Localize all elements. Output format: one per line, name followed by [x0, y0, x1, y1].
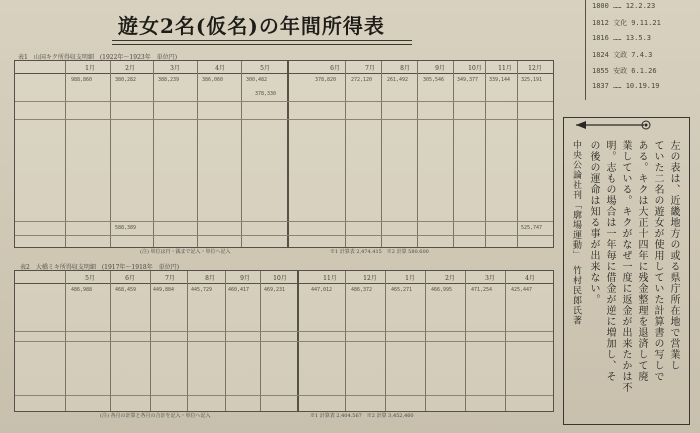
t2-month: 12月 [363, 275, 377, 282]
t2-cell: 445,729 [191, 287, 213, 293]
grid-line [453, 61, 454, 247]
table1-footnote-left: (注) 単位は円・銭まで記入・単位へ記入 [140, 249, 231, 255]
t1-cell: 988,860 [71, 77, 93, 83]
grid-line [197, 61, 198, 247]
t2-cell: 471,254 [471, 287, 493, 293]
t2-month: 11月 [323, 275, 337, 282]
t1-cell: 272,120 [351, 77, 373, 83]
t1-month: 2月 [125, 65, 135, 72]
t2-cell: 469,231 [264, 287, 286, 293]
commentary-column: 明。志もの場合は一年毎に借金が逆に増加し、そ [604, 140, 615, 382]
t2-month: 2月 [445, 275, 455, 282]
t1-cell: 339,144 [489, 77, 511, 83]
year-entry: 1816 …… 13.5.3 [592, 34, 652, 42]
t1-cell: 261,492 [387, 77, 409, 83]
table1 [14, 60, 554, 248]
grid-row-line [15, 331, 553, 332]
t1-month: 12月 [528, 65, 542, 72]
commentary-column: 左の表は、近畿地方の或る県庁所在地で営業し [668, 140, 679, 371]
t2-cell: 465,271 [391, 287, 413, 293]
t1-month: 11月 [498, 65, 512, 72]
commentary-source: 中央公論社刊「廓場運動」 竹村民郎氏著 [571, 140, 581, 326]
grid-line [381, 61, 382, 247]
grid-line [153, 61, 154, 247]
t2-cell: 425,447 [511, 287, 533, 293]
grid-line [345, 61, 346, 247]
table2-caption: 表2 大橋ミキ所得収支明細 (1917年～1918年 単位円) [20, 264, 180, 271]
t2-month: 7月 [165, 275, 175, 282]
t2-cell: 449,884 [153, 287, 175, 293]
year-entry: 1800 …… 12.2.23 [592, 2, 656, 10]
t1-month: 1月 [85, 65, 95, 72]
t2-cell: 486,372 [351, 287, 373, 293]
t2-cell: 466,995 [431, 287, 453, 293]
t2-cell: 447,012 [311, 287, 333, 293]
grid-line [110, 61, 111, 247]
table1-header [15, 61, 553, 74]
t1-total: 588,389 [115, 225, 137, 231]
t2-month: 8月 [205, 275, 215, 282]
grid-row-line [15, 395, 553, 396]
t2-cell: 486,988 [71, 287, 93, 293]
t1-cell: 380,282 [115, 77, 137, 83]
t2-month: 5月 [85, 275, 95, 282]
table2-footnote-left: (注) 各月の計算と各月の合計を記入・単位へ記入 [100, 413, 211, 419]
t1-cell: 386,060 [202, 77, 224, 83]
t2-month: 10月 [273, 275, 287, 282]
t1-month: 6月 [330, 65, 340, 72]
t1-cell: 388,239 [158, 77, 180, 83]
t1-month: 5月 [260, 65, 270, 72]
t1-month: 4月 [215, 65, 225, 72]
t1-total: 525,747 [521, 225, 543, 231]
page-title: 遊女2名(仮名)の年間所得表 [118, 14, 385, 38]
t1-month: 3月 [170, 65, 180, 72]
grid-row-line [15, 235, 553, 236]
year-list-box [585, 0, 700, 100]
year-entry: 1837 …… 10.19.19 [592, 82, 660, 90]
t2-month: 3月 [485, 275, 495, 282]
table2-header [15, 271, 553, 284]
commentary-column: の後の運命は知る事が出来ない。 [588, 140, 599, 305]
grid-line [65, 61, 66, 247]
grid-row-line [15, 119, 553, 120]
t2-cell: 468,459 [115, 287, 137, 293]
t1-month: 7月 [365, 65, 375, 72]
grid-line [517, 61, 518, 247]
t1-cell: 378,330 [255, 91, 277, 97]
table1-caption: 表1 山国キク所得収支明細 (1922年～1923年 単位円) [18, 54, 178, 61]
grid-row-line [15, 341, 553, 342]
t1-cell: 349,377 [457, 77, 479, 83]
t2-month: 4月 [525, 275, 535, 282]
commentary-column: ある。キクは大正十四年に残金整理を退済して廃 [636, 140, 647, 382]
t2-month: 1月 [405, 275, 415, 282]
grid-row-line [15, 101, 553, 102]
year-entry: 1824 文政 7.4.3 [592, 51, 653, 59]
table2 [14, 270, 554, 412]
t1-month: 8月 [400, 65, 410, 72]
t1-month: 10月 [468, 65, 482, 72]
grid-line [417, 61, 418, 247]
t1-month: 9月 [435, 65, 445, 72]
t1-cell: 325,191 [521, 77, 543, 83]
grid-line-divider [287, 61, 289, 247]
t1-cell: 305,546 [423, 77, 445, 83]
table2-footnote-right: ※1 計算表 2,404.567 ※2 計算 3,452,460 [310, 413, 414, 419]
title-underline [112, 40, 412, 45]
arrow-left-icon [572, 118, 652, 132]
commentary-column: ていた二名の遊女が使用していた計算書の写しで [652, 140, 663, 382]
commentary-column: 業している。キクがなぜ一度に返金が出来たかは不 [620, 140, 631, 393]
t1-cell: 378,820 [315, 77, 337, 83]
t2-month: 9月 [240, 275, 250, 282]
grid-line [485, 61, 486, 247]
grid-row-line [15, 221, 553, 222]
grid-line [241, 61, 242, 247]
t1-cell: 300,482 [246, 77, 268, 83]
year-entry: 1855 安政 6.1.26 [592, 67, 657, 75]
table1-footnote-right: ※1 計算表 2,474.415 ※2 計算 580.600 [330, 249, 429, 255]
t2-month: 6月 [125, 275, 135, 282]
t2-cell: 460,417 [228, 287, 250, 293]
year-entry: 1812 文化 9.11.21 [592, 19, 661, 27]
